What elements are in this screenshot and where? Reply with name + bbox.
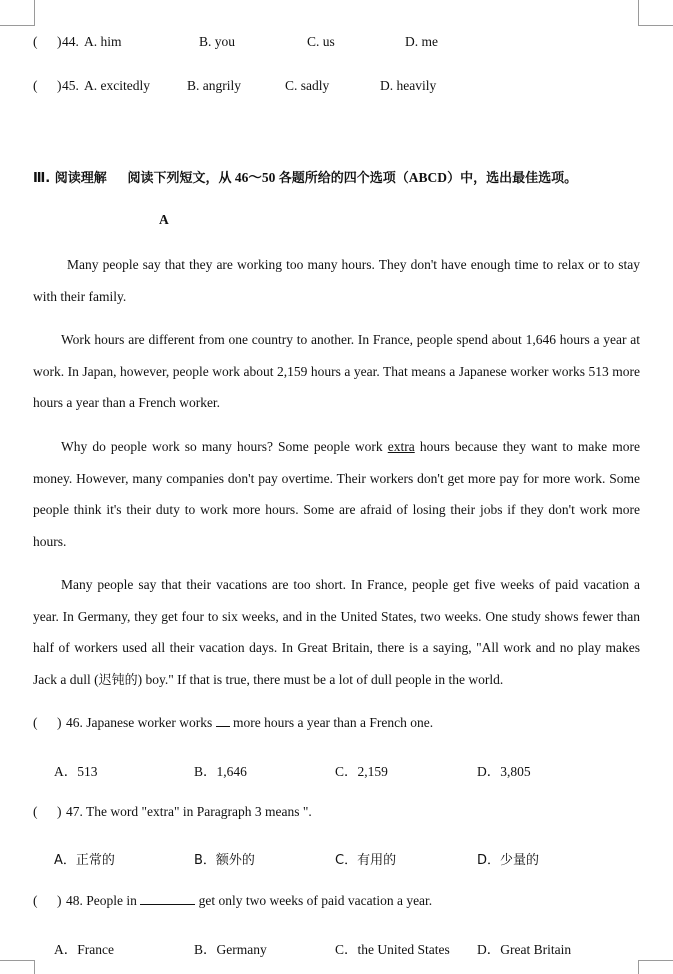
- option-a: A．513: [54, 764, 98, 779]
- section-instruction-abcd: ABCD: [408, 170, 448, 185]
- option-b: B．额外的: [194, 853, 255, 868]
- gloss-chinese: 迟钝的: [98, 672, 138, 688]
- answer-paren-open: (: [33, 715, 38, 730]
- option-a: A．France: [54, 942, 114, 957]
- option-d: D．Great Britain: [477, 942, 572, 957]
- stem-part-b: more hours a year than a French one.: [232, 715, 434, 730]
- question-stem-46: [66, 715, 433, 731]
- paragraph-4-text-a: Many people say that their vacations are too short. In France, people get five weeks of paid vacation a year. In Germany, they get four to six weeks, and in the United States, two weeks. One study shows fewer than half of workers used all their vacation days. In Great Britain, there is a saying, "All work and no play makes Jack a dull (: [33, 577, 640, 687]
- answer-paren-open: (: [33, 893, 38, 908]
- corner-mark-top-right: [638, 0, 639, 26]
- section-instruction-post: ）中，选出最佳选项。: [447, 171, 578, 186]
- underlined-word-extra: extra: [387, 439, 415, 454]
- section-instruction-mid: 各题所给的四个选项（: [278, 171, 409, 186]
- corner-mark-top-left-h: [0, 25, 34, 26]
- option-c: C．2,159: [335, 764, 388, 779]
- corner-mark-bottom-left: [34, 960, 35, 974]
- corner-mark-bottom-left-h: [0, 960, 34, 961]
- question-stem-48: [66, 893, 432, 909]
- corner-mark-top-right-h: [638, 25, 673, 26]
- answer-paren-close: ): [57, 78, 62, 93]
- answer-paren-close: ): [57, 715, 62, 730]
- option-b: B. you: [199, 34, 236, 49]
- answer-blank: [140, 904, 195, 905]
- option-d: D. me: [405, 34, 438, 49]
- option-a: A. excitedly: [84, 78, 150, 93]
- option-b: B．Germany: [194, 942, 267, 957]
- answer-paren-close: ): [57, 893, 62, 908]
- option-d: D．少量的: [477, 853, 540, 868]
- question-stem-47: 47. The word "extra" in Paragraph 3 means ".: [66, 804, 312, 819]
- passage-paragraph-4: [33, 569, 640, 696]
- corner-mark-top-left: [34, 0, 35, 26]
- answer-blank: [216, 726, 230, 727]
- paragraph-4-text-b: ) boy." If that is true, there must be a lot of dull people in the world.: [137, 671, 504, 687]
- answer-paren-open: (: [33, 34, 38, 49]
- option-b: B．1,646: [194, 764, 247, 779]
- answer-paren-open: (: [33, 804, 38, 819]
- section-instruction-pre: 阅读下列短文，从: [127, 171, 232, 186]
- paragraph-3-text-a: Why do people work so many hours? Some people work: [61, 439, 388, 454]
- corner-mark-bottom-right-h: [638, 960, 673, 961]
- passage-paragraph-1: Many people say that they are working too many hours. They don't have enough time to relax or to stay with their family.: [33, 257, 640, 304]
- option-a: A. him: [84, 34, 122, 49]
- passage-label: A: [159, 212, 169, 227]
- section-heading: [33, 166, 577, 186]
- option-b: B. angrily: [187, 78, 241, 93]
- paragraph-3-text-b: hours because they want to make more money. However, many companies don't pay overtime. Their workers don't get more pay for more work. Some people think it's their duty to work more hours. Some are afraid of losing their jobs if they don't work more hours.: [33, 439, 640, 549]
- corner-mark-bottom-right: [638, 960, 639, 974]
- option-d: D．3,805: [477, 764, 531, 779]
- passage-paragraph-2: Work hours are different from one country to another. In France, people spend about 1,646 hours a year at work. In Japan, however, people work about 2,159 hours a year. That means a Japanese worker works 513 more hours a year than a French worker.: [33, 332, 640, 410]
- answer-paren-close: ): [57, 34, 62, 49]
- question-number: 45.: [62, 78, 79, 93]
- section-instruction-range: 46～50: [234, 170, 276, 185]
- question-number: 44.: [62, 34, 79, 49]
- answer-paren-open: (: [33, 78, 38, 93]
- section-title: Ⅲ. 阅读理解: [33, 171, 107, 186]
- stem-part-a: 46. Japanese worker works: [66, 715, 213, 730]
- stem-part-b: get only two weeks of paid vacation a year.: [198, 893, 433, 908]
- option-c: C．the United States: [335, 942, 450, 957]
- option-c: C. sadly: [285, 78, 330, 93]
- passage-paragraph-3: [33, 431, 640, 557]
- option-c: C．有用的: [335, 853, 397, 868]
- option-a: A．正常的: [54, 853, 115, 868]
- answer-paren-close: ): [57, 804, 62, 819]
- option-c: C. us: [307, 34, 335, 49]
- stem-part-a: 48. People in: [66, 893, 137, 908]
- option-d: D. heavily: [380, 78, 437, 93]
